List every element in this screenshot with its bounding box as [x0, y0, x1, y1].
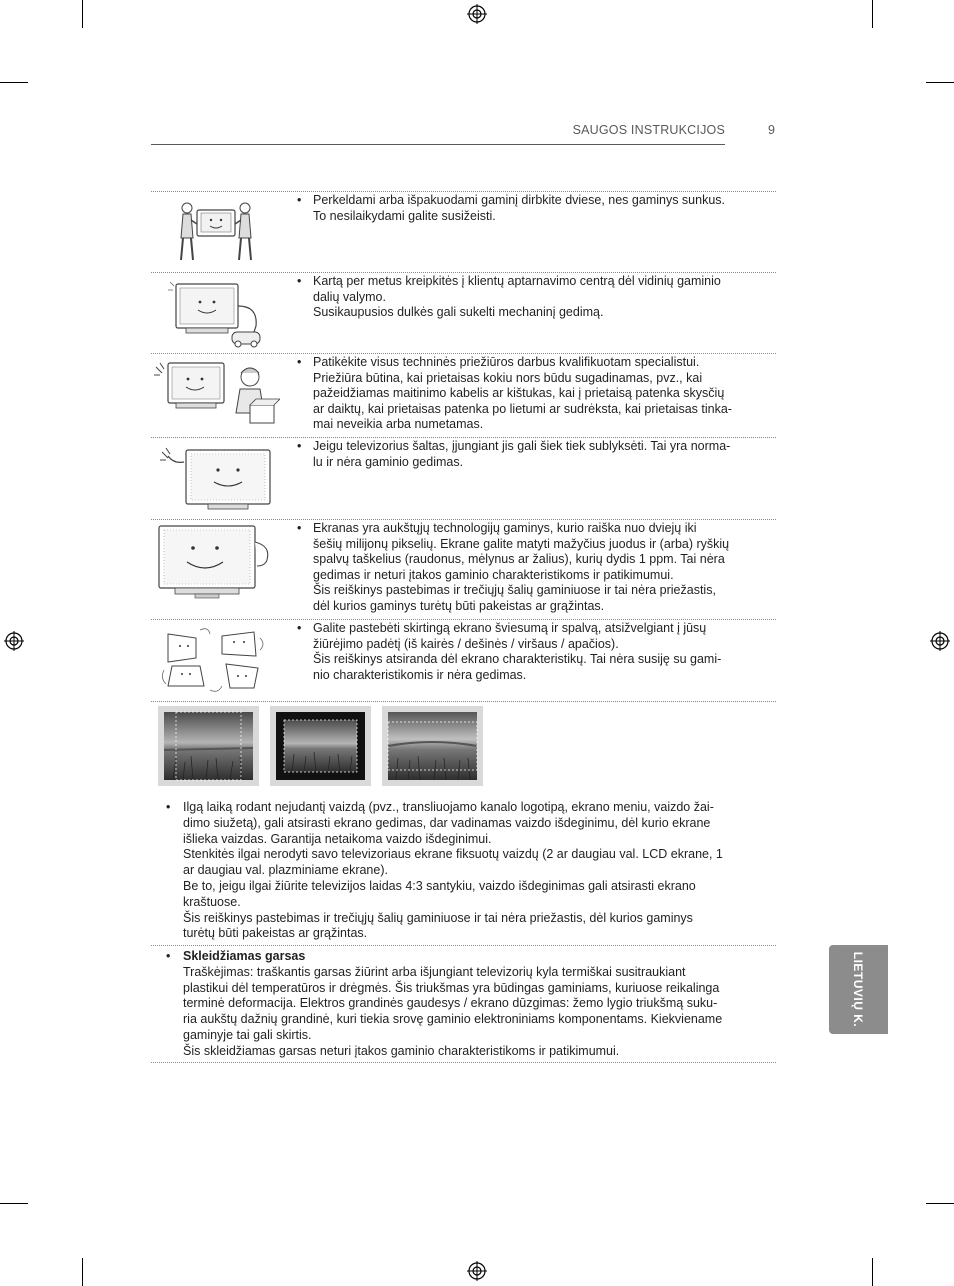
list-item [297, 193, 767, 224]
registration-mark-icon [467, 4, 487, 24]
row-text: Galite pastebėti skirtingą ekrano šviesumą ir spalvą, atsižvelgiant į jūsų žiūrėjimo padėtį (iš kairės / dešinės / viršaus / apačios). Šis reiškinys atsiranda dėl ekrano charakteristikų. Tai nėra susiję su gami- nio charakteristikomis ir nėra gedimas. [313, 621, 722, 682]
section-title: SAUGOS INSTRUKCIJOS [572, 123, 725, 137]
list-item [297, 521, 767, 615]
row-separator [151, 619, 776, 620]
bullet: • [166, 949, 171, 963]
row-separator [151, 701, 776, 702]
crop-mark [872, 0, 873, 28]
crop-mark [872, 1258, 873, 1286]
list-item [166, 949, 766, 1060]
paragraph: Traškėjimas: traškantis garsas žiūrint arba išjungiant televizorių kyla termiškai susitraukiant plastikui dėl temperatūros ir drėgmės. Šis triukšmas yra būdingas gaminiams, kuriuose reikalinga terminė deformacija. Elektros grandinės gaudesys / ekrano dūzgimas: žemo lygio triukšmą suku- ria aukštų dažnių grandinė, kuri tiekia srovę gaminio elektroniniams komponentams. Kiekviename gaminyje tai gali skirtis. Šis skleidžiamas garsas neturi įtakos gaminio charakteristikoms ir patikimumui. [183, 964, 723, 1058]
tv-pixels-icon [155, 522, 275, 602]
page-number: 9 [768, 123, 775, 137]
crop-mark [0, 82, 28, 83]
row-separator [151, 1062, 776, 1063]
bullet: • [297, 274, 302, 288]
list-item [166, 800, 766, 942]
row-text: Kartą per metus kreipkitės į klientų aptarnavimo centrą dėl vidinių gaminio dalių valymo. Susikaupusios dulkės gali sukelti mechaninį gedimą. [313, 274, 721, 320]
image-retention-frame-photo [270, 706, 371, 786]
list-item [297, 439, 767, 470]
crop-mark [926, 1203, 954, 1204]
bullet: • [297, 439, 302, 453]
bullet: • [297, 621, 302, 635]
sub-heading: Skleidžiamas garsas [183, 949, 306, 963]
list-item [297, 621, 767, 683]
row-text: Jeigu televizorius šaltas, įjungiant jis gali šiek tiek sublyksėti. Tai yra norma- lu ir nėra gaminio gedimas. [313, 439, 731, 469]
registration-mark-icon [467, 1261, 487, 1281]
tv-service-technician-icon [150, 357, 280, 429]
row-separator [151, 437, 776, 438]
image-retention-43-photo [158, 706, 259, 786]
list-item [297, 355, 767, 433]
language-tab [829, 945, 888, 1034]
crop-mark [0, 1203, 28, 1204]
row-text: Perkeldami arba išpakuodami gaminį dirbkite dviese, nes gaminys sunkus. To nesilaikydami galite susižeisti. [313, 193, 726, 223]
row-text: Ekranas yra aukštųjų technologijų gaminys, kurio raiška nuo dviejų iki šešių milijonų pikselių. Ekrane galite matyti mažyčius juodus ir (arba) ryškių spalvų taškelius (raudonus, mėlynus ar žalius), kurių dydis 1 ppm. Tai nėra gedimas ir neturi įtakos gaminio charakteristikoms ir patikimumui. Šis reiškinys pastebimas ir trečiųjų šalių gaminiuose ir tai nėra priežastis, dėl kurios gaminys turėtų būti pakeistas ar grąžintas. [313, 521, 730, 613]
crop-mark [82, 0, 83, 28]
bullet: • [297, 521, 302, 535]
tv-vacuum-cleaning-icon [166, 276, 266, 348]
row-separator [151, 353, 776, 354]
paragraph: Ilgą laiką rodant nejudantį vaizdą (pvz., transliuojamo kanalo logotipą, ekrano meniu, vaizdo žai- dimo siužetą), gali atsirasti ekrano gedimas, dar vadinamas vaizdo išdeginimu, dėl kurio ekrane išlieka vaizdas. Garantija netaikoma vaizdo išdeginimui. Stenkitės ilgai nerodyti savo televizoriaus ekrane fiksuotų vaizdų (2 ar daugiau val. LCD ekrane, 1 ar daugiau val. plazminiame ekrane). Be to, jeigu ilgai žiūrite televizijos laidas 4:3 santykiu, vaizdo išdeginimas gali atsirasti ekrano kraštuose. Šis reiškinys pastebimas ir trečiųjų šalių gaminiuose ir tai nėra priežastis, dėl kurios gaminys turėtų būti pakeistas ar grąžintas. [183, 800, 723, 941]
registration-mark-icon [930, 631, 950, 651]
two-people-carrying-tv-icon [175, 198, 255, 264]
bullet: • [297, 355, 302, 369]
list-item [297, 274, 767, 321]
crop-mark [82, 1258, 83, 1286]
language-tab-label: LIETUVIŲ K. [851, 951, 866, 1028]
image-retention-letterbox-photo [382, 706, 483, 786]
tv-viewing-angles-icon [160, 626, 270, 694]
crop-mark [926, 82, 954, 83]
row-separator [151, 519, 776, 520]
row-separator [151, 272, 776, 273]
row-separator [151, 945, 776, 946]
header-rule [151, 144, 725, 145]
registration-mark-icon [4, 631, 24, 651]
row-text: Patikėkite visus techninės priežiūros darbus kvalifikuotam specialistui. Priežiūra būtina, kai prietaisas kokiu nors būdu sugadinamas, pvz., kai pažeidžiamas maitinimo kabelis ar kištukas, kai į prietaisą patenka skysčių ar daiktų, kai prietaisas patenka po lietumi ar sudrėksta, kai prietaisas tinka- mai neveikia arba numetamas. [313, 355, 732, 432]
row-separator [151, 191, 776, 192]
tv-flicker-icon [158, 442, 273, 514]
bullet: • [297, 193, 302, 207]
bullet: • [166, 800, 171, 814]
